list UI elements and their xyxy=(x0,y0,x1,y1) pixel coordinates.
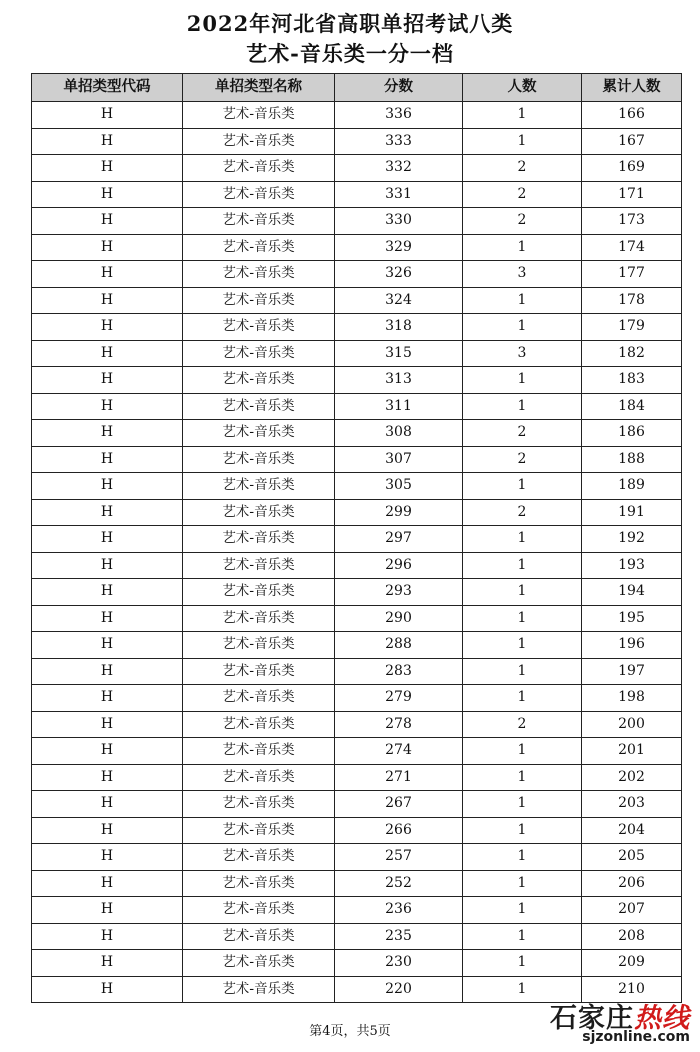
table-row xyxy=(32,367,682,394)
cell-type-name: 艺术-音乐类 xyxy=(183,870,335,897)
table-row xyxy=(32,128,682,155)
cell-score: 235 xyxy=(335,923,463,950)
cell-type-code: H xyxy=(32,420,183,447)
cell-cumulative: 191 xyxy=(582,499,682,526)
cell-type-code: H xyxy=(32,685,183,712)
cell-count: 1 xyxy=(463,526,582,553)
cell-cumulative: 201 xyxy=(582,738,682,765)
cell-count: 1 xyxy=(463,552,582,579)
watermark-logo xyxy=(544,996,694,1048)
cell-count: 1 xyxy=(463,738,582,765)
cell-cumulative: 210 xyxy=(582,976,682,1003)
cell-count: 2 xyxy=(463,208,582,235)
cell-type-name: 艺术-音乐类 xyxy=(183,128,335,155)
cell-type-name: 艺术-音乐类 xyxy=(183,579,335,606)
table-row xyxy=(32,393,682,420)
cell-count: 1 xyxy=(463,314,582,341)
column-header-score: 分数 xyxy=(335,74,463,102)
table-row xyxy=(32,791,682,818)
cell-score: 307 xyxy=(335,446,463,473)
table-row xyxy=(32,287,682,314)
table-header-row xyxy=(32,74,682,102)
cell-type-name: 艺术-音乐类 xyxy=(183,314,335,341)
cell-score: 252 xyxy=(335,870,463,897)
cell-type-name: 艺术-音乐类 xyxy=(183,976,335,1003)
cell-count: 2 xyxy=(463,711,582,738)
cell-type-code: H xyxy=(32,579,183,606)
cell-score: 230 xyxy=(335,950,463,977)
table-row xyxy=(32,102,682,129)
cell-cumulative: 197 xyxy=(582,658,682,685)
cell-type-code: H xyxy=(32,340,183,367)
cell-count: 2 xyxy=(463,420,582,447)
cell-count: 1 xyxy=(463,658,582,685)
table-row xyxy=(32,526,682,553)
cell-type-name: 艺术-音乐类 xyxy=(183,473,335,500)
cell-cumulative: 186 xyxy=(582,420,682,447)
cell-count: 1 xyxy=(463,102,582,129)
cell-type-code: H xyxy=(32,923,183,950)
cell-type-name: 艺术-音乐类 xyxy=(183,181,335,208)
cell-score: 274 xyxy=(335,738,463,765)
cell-cumulative: 189 xyxy=(582,473,682,500)
cell-type-code: H xyxy=(32,552,183,579)
cell-type-name: 艺术-音乐类 xyxy=(183,102,335,129)
cell-score: 279 xyxy=(335,685,463,712)
cell-cumulative: 179 xyxy=(582,314,682,341)
cell-type-name: 艺术-音乐类 xyxy=(183,287,335,314)
table-row xyxy=(32,234,682,261)
cell-type-code: H xyxy=(32,499,183,526)
cell-cumulative: 205 xyxy=(582,844,682,871)
cell-cumulative: 177 xyxy=(582,261,682,288)
table-row xyxy=(32,579,682,606)
table-row xyxy=(32,340,682,367)
cell-type-code: H xyxy=(32,261,183,288)
cell-score: 278 xyxy=(335,711,463,738)
cell-count: 1 xyxy=(463,128,582,155)
table-row xyxy=(32,897,682,924)
cell-score: 236 xyxy=(335,897,463,924)
cell-count: 1 xyxy=(463,870,582,897)
cell-type-name: 艺术-音乐类 xyxy=(183,950,335,977)
table-row xyxy=(32,632,682,659)
cell-cumulative: 178 xyxy=(582,287,682,314)
cell-score: 318 xyxy=(335,314,463,341)
cell-count: 1 xyxy=(463,287,582,314)
table-row xyxy=(32,738,682,765)
watermark-url: sjzonline.com xyxy=(582,1029,690,1045)
cell-score: 330 xyxy=(335,208,463,235)
cell-type-name: 艺术-音乐类 xyxy=(183,499,335,526)
cell-count: 1 xyxy=(463,393,582,420)
cell-type-code: H xyxy=(32,844,183,871)
cell-type-code: H xyxy=(32,632,183,659)
cell-type-code: H xyxy=(32,764,183,791)
cell-count: 1 xyxy=(463,923,582,950)
cell-score: 297 xyxy=(335,526,463,553)
cell-count: 2 xyxy=(463,181,582,208)
cell-cumulative: 171 xyxy=(582,181,682,208)
cell-score: 283 xyxy=(335,658,463,685)
cell-cumulative: 196 xyxy=(582,632,682,659)
document-title: 2022年河北省高职单招考试八类 xyxy=(186,11,514,36)
cell-type-code: H xyxy=(32,711,183,738)
cell-cumulative: 207 xyxy=(582,897,682,924)
cell-type-name: 艺术-音乐类 xyxy=(183,897,335,924)
table-row xyxy=(32,605,682,632)
cell-score: 267 xyxy=(335,791,463,818)
cell-score: 333 xyxy=(335,128,463,155)
cell-type-code: H xyxy=(32,367,183,394)
cell-count: 1 xyxy=(463,632,582,659)
cell-score: 311 xyxy=(335,393,463,420)
cell-type-name: 艺术-音乐类 xyxy=(183,552,335,579)
cell-cumulative: 203 xyxy=(582,791,682,818)
cell-count: 1 xyxy=(463,685,582,712)
cell-count: 1 xyxy=(463,579,582,606)
cell-cumulative: 192 xyxy=(582,526,682,553)
cell-score: 220 xyxy=(335,976,463,1003)
cell-count: 2 xyxy=(463,155,582,182)
cell-type-name: 艺术-音乐类 xyxy=(183,208,335,235)
table-row xyxy=(32,552,682,579)
watermark-brand-red: 热线 xyxy=(634,1003,690,1034)
cell-count: 1 xyxy=(463,976,582,1003)
cell-type-name: 艺术-音乐类 xyxy=(183,817,335,844)
cell-type-name: 艺术-音乐类 xyxy=(183,764,335,791)
cell-score: 336 xyxy=(335,102,463,129)
cell-cumulative: 195 xyxy=(582,605,682,632)
cell-score: 324 xyxy=(335,287,463,314)
cell-count: 1 xyxy=(463,817,582,844)
table-row xyxy=(32,844,682,871)
cell-cumulative: 183 xyxy=(582,367,682,394)
cell-score: 308 xyxy=(335,420,463,447)
cell-type-code: H xyxy=(32,234,183,261)
page-info: 第4页，共5页 xyxy=(309,1024,391,1039)
table-row xyxy=(32,711,682,738)
cell-score: 296 xyxy=(335,552,463,579)
cell-cumulative: 174 xyxy=(582,234,682,261)
cell-type-code: H xyxy=(32,738,183,765)
cell-score: 329 xyxy=(335,234,463,261)
table-row xyxy=(32,314,682,341)
cell-cumulative: 206 xyxy=(582,870,682,897)
table-row xyxy=(32,261,682,288)
cell-count: 1 xyxy=(463,950,582,977)
cell-type-code: H xyxy=(32,658,183,685)
document-subtitle: 艺术-音乐类一分一档 xyxy=(246,41,454,66)
table-row xyxy=(32,473,682,500)
table-row xyxy=(32,420,682,447)
cell-cumulative: 198 xyxy=(582,685,682,712)
cell-type-name: 艺术-音乐类 xyxy=(183,605,335,632)
cell-cumulative: 169 xyxy=(582,155,682,182)
cell-type-code: H xyxy=(32,605,183,632)
cell-score: 305 xyxy=(335,473,463,500)
cell-type-code: H xyxy=(32,446,183,473)
cell-type-code: H xyxy=(32,473,183,500)
column-header-type-name: 单招类型名称 xyxy=(183,74,335,102)
cell-type-code: H xyxy=(32,526,183,553)
cell-type-name: 艺术-音乐类 xyxy=(183,526,335,553)
cell-type-name: 艺术-音乐类 xyxy=(183,261,335,288)
cell-type-name: 艺术-音乐类 xyxy=(183,658,335,685)
cell-score: 266 xyxy=(335,817,463,844)
cell-type-name: 艺术-音乐类 xyxy=(183,738,335,765)
cell-cumulative: 194 xyxy=(582,579,682,606)
cell-count: 2 xyxy=(463,499,582,526)
cell-type-code: H xyxy=(32,870,183,897)
score-table xyxy=(31,73,682,1003)
table-row xyxy=(32,208,682,235)
cell-type-name: 艺术-音乐类 xyxy=(183,420,335,447)
cell-type-code: H xyxy=(32,287,183,314)
cell-cumulative: 200 xyxy=(582,711,682,738)
cell-type-name: 艺术-音乐类 xyxy=(183,340,335,367)
cell-type-name: 艺术-音乐类 xyxy=(183,844,335,871)
cell-type-code: H xyxy=(32,897,183,924)
cell-count: 1 xyxy=(463,234,582,261)
table-row xyxy=(32,870,682,897)
cell-cumulative: 188 xyxy=(582,446,682,473)
cell-score: 293 xyxy=(335,579,463,606)
cell-type-code: H xyxy=(32,128,183,155)
cell-score: 271 xyxy=(335,764,463,791)
table-row xyxy=(32,685,682,712)
cell-type-name: 艺术-音乐类 xyxy=(183,685,335,712)
cell-type-code: H xyxy=(32,976,183,1003)
table-row xyxy=(32,764,682,791)
cell-type-name: 艺术-音乐类 xyxy=(183,393,335,420)
table-body xyxy=(32,102,682,1003)
column-header-type-code: 单招类型代码 xyxy=(32,74,183,102)
cell-score: 299 xyxy=(335,499,463,526)
cell-cumulative: 173 xyxy=(582,208,682,235)
table-row xyxy=(32,923,682,950)
cell-cumulative: 204 xyxy=(582,817,682,844)
table-row xyxy=(32,155,682,182)
cell-cumulative: 202 xyxy=(582,764,682,791)
cell-cumulative: 184 xyxy=(582,393,682,420)
cell-score: 290 xyxy=(335,605,463,632)
cell-score: 313 xyxy=(335,367,463,394)
cell-type-name: 艺术-音乐类 xyxy=(183,155,335,182)
cell-type-code: H xyxy=(32,950,183,977)
cell-type-code: H xyxy=(32,817,183,844)
cell-type-name: 艺术-音乐类 xyxy=(183,632,335,659)
cell-cumulative: 166 xyxy=(582,102,682,129)
table-row xyxy=(32,499,682,526)
cell-cumulative: 208 xyxy=(582,923,682,950)
table-row xyxy=(32,181,682,208)
cell-score: 331 xyxy=(335,181,463,208)
table-row xyxy=(32,950,682,977)
cell-cumulative: 193 xyxy=(582,552,682,579)
cell-type-code: H xyxy=(32,181,183,208)
cell-type-code: H xyxy=(32,314,183,341)
cell-cumulative: 182 xyxy=(582,340,682,367)
cell-type-code: H xyxy=(32,393,183,420)
cell-count: 1 xyxy=(463,791,582,818)
cell-type-code: H xyxy=(32,155,183,182)
cell-score: 257 xyxy=(335,844,463,871)
column-header-count: 人数 xyxy=(463,74,582,102)
cell-count: 1 xyxy=(463,764,582,791)
column-header-cumulative: 累计人数 xyxy=(582,74,682,102)
cell-count: 3 xyxy=(463,340,582,367)
cell-count: 1 xyxy=(463,473,582,500)
cell-type-name: 艺术-音乐类 xyxy=(183,791,335,818)
cell-count: 3 xyxy=(463,261,582,288)
cell-type-name: 艺术-音乐类 xyxy=(183,711,335,738)
cell-score: 326 xyxy=(335,261,463,288)
cell-score: 315 xyxy=(335,340,463,367)
table-row xyxy=(32,817,682,844)
cell-type-name: 艺术-音乐类 xyxy=(183,923,335,950)
cell-count: 1 xyxy=(463,605,582,632)
cell-score: 332 xyxy=(335,155,463,182)
cell-cumulative: 209 xyxy=(582,950,682,977)
watermark-brand-dark: 石家庄 xyxy=(550,1003,634,1034)
cell-type-name: 艺术-音乐类 xyxy=(183,234,335,261)
cell-type-code: H xyxy=(32,791,183,818)
cell-type-code: H xyxy=(32,102,183,129)
cell-count: 1 xyxy=(463,367,582,394)
cell-cumulative: 167 xyxy=(582,128,682,155)
cell-count: 1 xyxy=(463,897,582,924)
cell-type-code: H xyxy=(32,208,183,235)
cell-type-name: 艺术-音乐类 xyxy=(183,367,335,394)
cell-type-name: 艺术-音乐类 xyxy=(183,446,335,473)
cell-count: 2 xyxy=(463,446,582,473)
table-row xyxy=(32,446,682,473)
table-row xyxy=(32,658,682,685)
cell-count: 1 xyxy=(463,844,582,871)
cell-score: 288 xyxy=(335,632,463,659)
